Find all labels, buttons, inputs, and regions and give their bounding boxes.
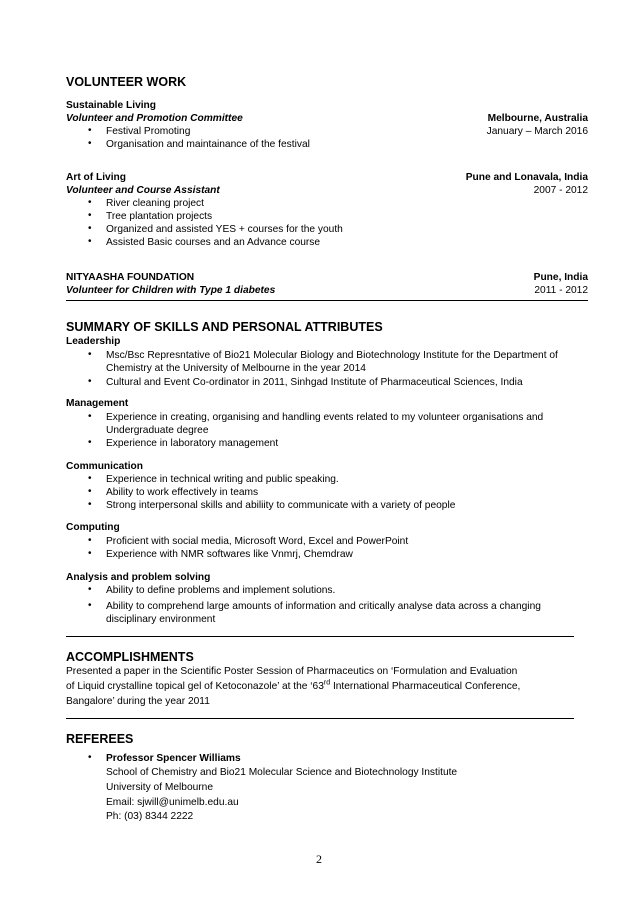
volunteer-location: Pune and Lonavala, India: [465, 172, 588, 183]
list-item: Ability to define problems and implement solutions.: [106, 585, 336, 596]
list-item-continuation: disciplinary environment: [106, 614, 216, 625]
list-item: Proficient with social media, Microsoft Word, Excel and PowerPoint: [106, 536, 409, 547]
referee-name: Professor Spencer Williams: [106, 753, 241, 764]
bullet-icon: •: [88, 349, 92, 360]
list-item: Tree plantation projects: [106, 211, 213, 222]
bullet-icon: •: [88, 138, 92, 149]
list-item: River cleaning project: [106, 198, 204, 209]
page-number: 2: [316, 852, 322, 866]
list-item: Assisted Basic courses and an Advance course: [106, 237, 321, 248]
referee-detail: School of Chemistry and Bio21 Molecular Science and Biotechnology Institute: [106, 767, 458, 778]
list-item: Organized and assisted YES + courses for the youth: [106, 224, 343, 235]
list-item-continuation: Undergraduate degree: [106, 425, 209, 436]
skill-group-title: Management: [66, 398, 129, 409]
ordinal-superscript: rd: [323, 679, 331, 687]
list-item: Experience in technical writing and public speaking.: [106, 474, 339, 485]
section-divider: [66, 636, 574, 637]
bullet-icon: •: [88, 437, 92, 448]
list-item-continuation: Chemistry at the University of Melbourne in the year 2014: [106, 363, 366, 374]
bullet-icon: •: [88, 376, 92, 387]
bullet-icon: •: [88, 210, 92, 221]
bullet-icon: •: [88, 535, 92, 546]
accomplishment-text: of Liquid crystalline topical gel of Ketoconazole’ at the ‘63rd International Pharmaceutical Conference,: [66, 679, 521, 692]
referee-email: Email: sjwill@unimelb.edu.au: [106, 797, 239, 808]
list-item: Ability to comprehend large amounts of information and critically analyse data across a changing: [106, 601, 541, 612]
list-item: Organisation and maintainance of the festival: [106, 139, 310, 150]
skill-group-title: Communication: [66, 461, 143, 472]
section-divider: [66, 300, 588, 301]
volunteer-location: Pune, India: [533, 272, 588, 283]
list-item: Experience in laboratory management: [106, 438, 279, 449]
list-item: Experience in creating, organising and handling events related to my volunteer organisations and: [106, 412, 544, 423]
volunteer-role: Volunteer and Course Assistant: [66, 185, 220, 196]
bullet-icon: •: [88, 223, 92, 234]
accomplishment-text: Presented a paper in the Scientific Poster Session of Pharmaceutics on ‘Formulation and Evaluation: [66, 666, 518, 677]
section-heading-skills: SUMMARY OF SKILLS AND PERSONAL ATTRIBUTES: [66, 320, 383, 334]
bullet-icon: •: [88, 548, 92, 559]
bullet-icon: •: [88, 473, 92, 484]
volunteer-location: Melbourne, Australia: [487, 113, 588, 124]
section-heading-accomplishments: ACCOMPLISHMENTS: [66, 650, 194, 664]
skill-group-title: Leadership: [66, 336, 121, 347]
bullet-icon: •: [88, 486, 92, 497]
volunteer-dates: January – March 2016: [486, 126, 588, 137]
referee-phone: Ph: (03) 8344 2222: [106, 811, 194, 822]
skill-group-title: Computing: [66, 522, 120, 533]
list-item: Festival Promoting: [106, 126, 191, 137]
bullet-icon: •: [88, 236, 92, 247]
accomplishment-text: Bangalore’ during the year 2011: [66, 696, 210, 707]
skill-group-title: Analysis and problem solving: [66, 572, 211, 583]
section-heading-volunteer: VOLUNTEER WORK: [66, 75, 187, 89]
volunteer-role: Volunteer and Promotion Committee: [66, 113, 243, 124]
bullet-icon: •: [88, 752, 92, 763]
bullet-icon: •: [88, 197, 92, 208]
referee-detail: University of Melbourne: [106, 782, 214, 793]
list-item: Ability to work effectively in teams: [106, 487, 259, 498]
bullet-icon: •: [88, 584, 92, 595]
list-item: Strong interpersonal skills and abiliity to communicate with a variety of people: [106, 500, 456, 511]
volunteer-org: NITYAASHA FOUNDATION: [66, 272, 195, 283]
list-item: Msc/Bsc Represntative of Bio21 Molecular Biology and Biotechnology Institute for the Department of: [106, 350, 558, 361]
bullet-icon: •: [88, 411, 92, 422]
list-item: Cultural and Event Co-ordinator in 2011, Sinhgad Institute of Pharmaceutical Sciences, India: [106, 377, 523, 388]
volunteer-role: Volunteer for Children with Type 1 diabetes: [66, 285, 276, 296]
volunteer-org: Art of Living: [66, 172, 126, 183]
list-item: Experience with NMR softwares like Vnmrj, Chemdraw: [106, 549, 353, 560]
volunteer-dates: 2011 - 2012: [534, 285, 588, 296]
section-divider: [66, 718, 574, 719]
bullet-icon: •: [88, 125, 92, 136]
section-heading-referees: REFEREES: [66, 732, 134, 746]
volunteer-dates: 2007 - 2012: [533, 185, 588, 196]
bullet-icon: •: [88, 600, 92, 611]
volunteer-org: Sustainable Living: [66, 100, 157, 111]
bullet-icon: •: [88, 499, 92, 510]
